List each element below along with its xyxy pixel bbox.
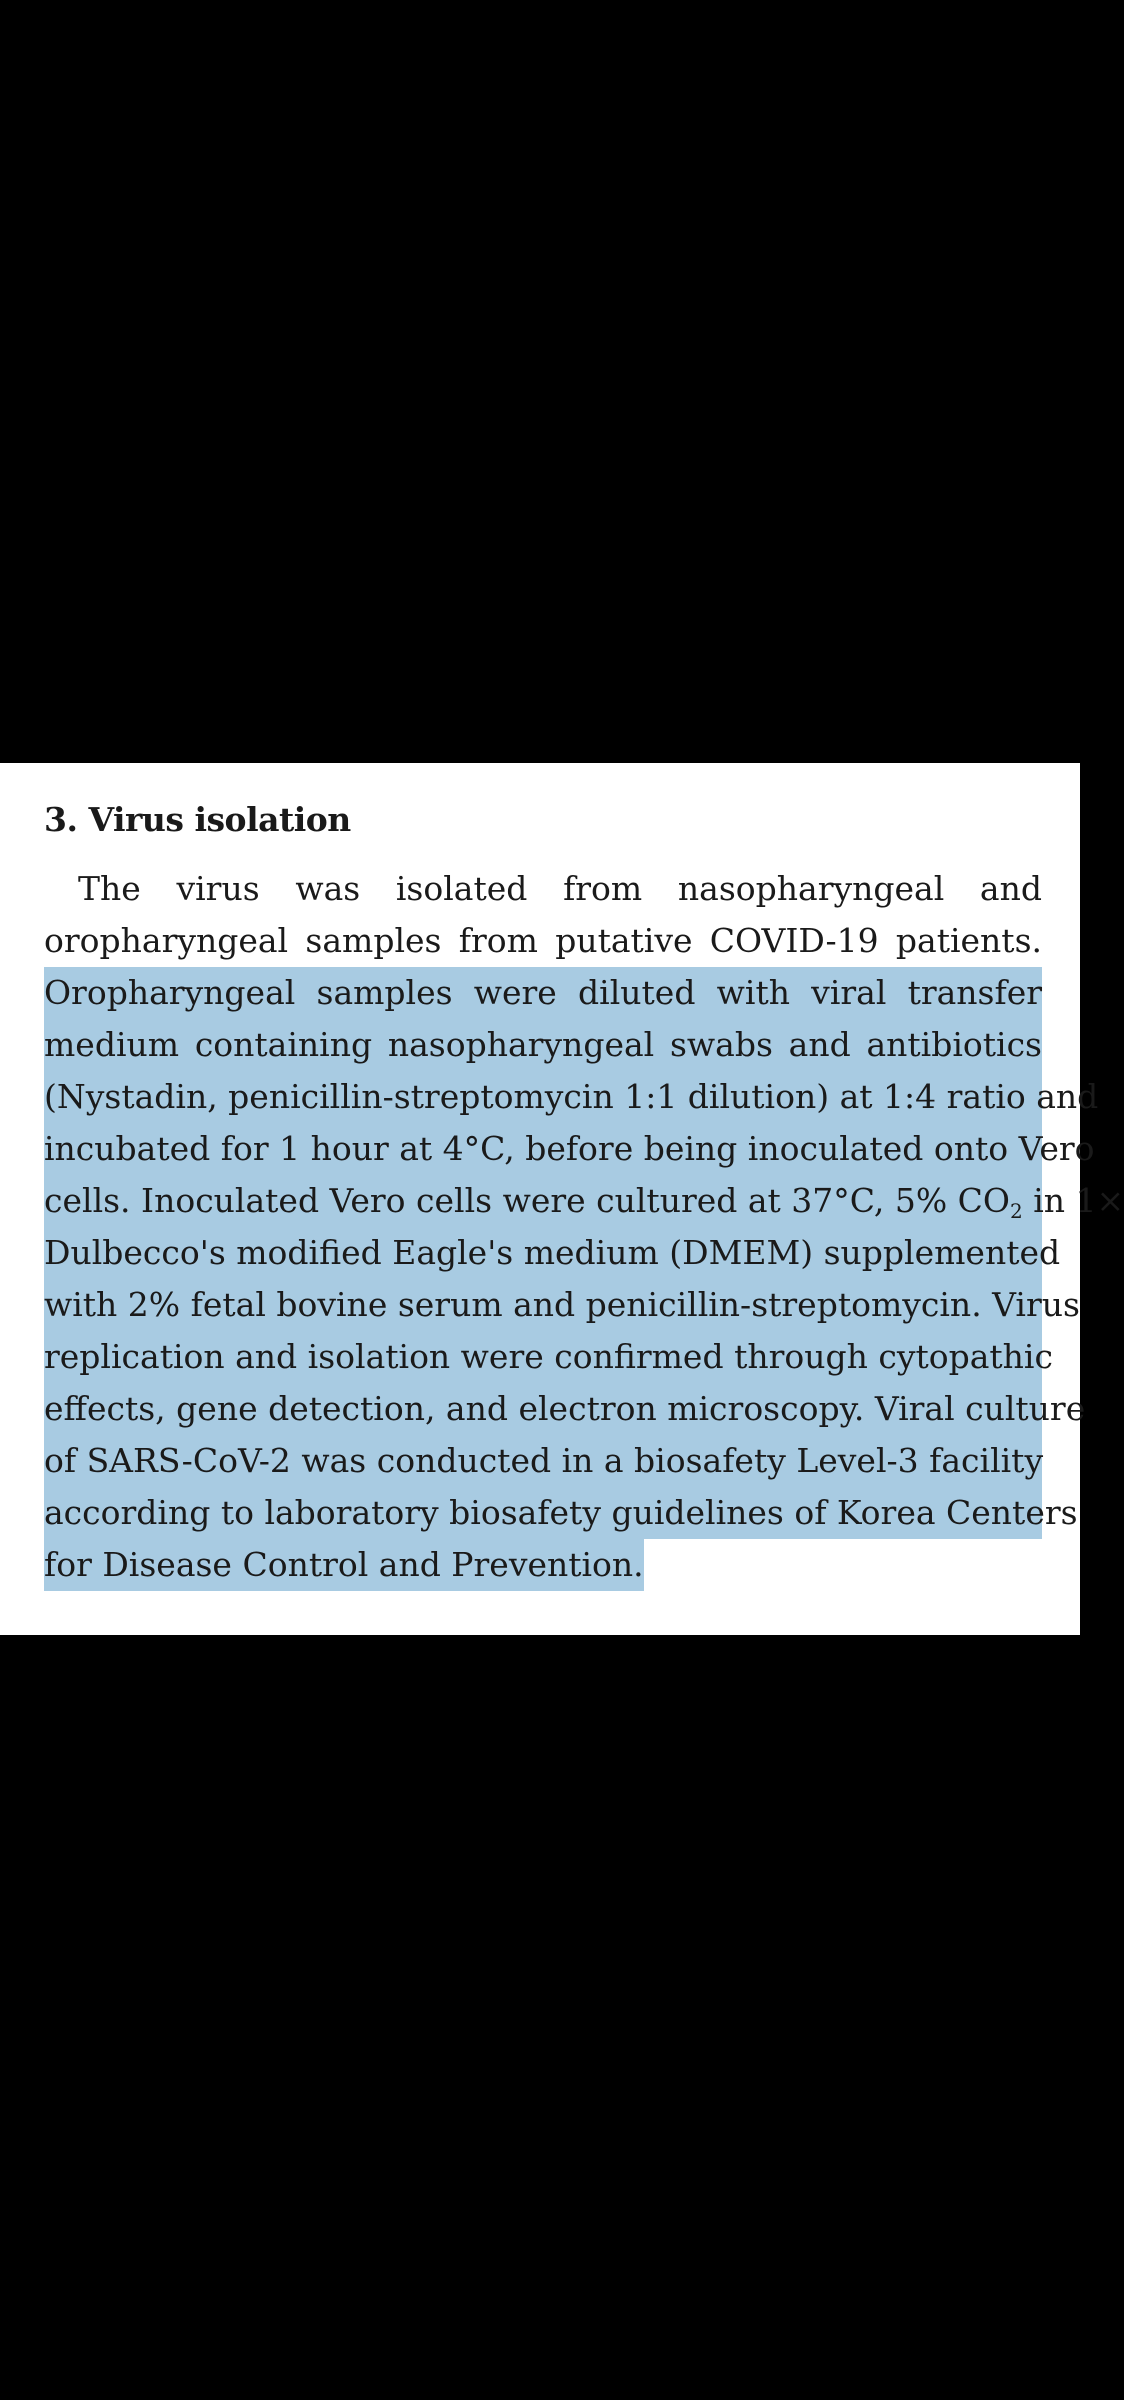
highlighted-text-line-last [44,1539,1042,1591]
co2-text-before: cells. Inoculated Vero cells were cultured at 37°C, 5% CO [44,1181,1010,1220]
highlighted-text-line: according to laboratory biosafety guidelines of Korea Centers [44,1487,1042,1539]
text-line: oropharyngeal samples from putative COVID-19 patients. [44,921,1042,960]
bottom-black-area [0,1635,1080,2400]
paragraph-virus-isolation[interactable] [44,863,1124,1591]
highlighted-text-line: of SARS-CoV-2 was conducted in a biosafety Level-3 facility [44,1435,1042,1487]
highlighted-text-line: Dulbecco's modified Eagle's medium (DMEM) supplemented [44,1227,1042,1279]
highlighted-text-line: (Nystadin, penicillin-streptomycin 1:1 dilution) at 1:4 ratio and [44,1071,1042,1123]
highlighted-text-line: incubated for 1 hour at 4°C, before being inoculated onto Vero [44,1123,1042,1175]
highlighted-last-fragment: for Disease Control and Prevention. [44,1539,644,1591]
highlighted-text-line: with 2% fetal bovine serum and penicillin-streptomycin. Virus [44,1279,1042,1331]
document-page [0,763,1124,1635]
highlighted-text-line-co2 [44,1175,1124,1227]
co2-subscript: 2 [1009,1199,1023,1223]
text-line: The virus was isolated from nasopharyngeal and [78,869,1042,908]
highlighted-text-line: replication and isolation were confirmed through cytopathic [44,1331,1042,1383]
highlighted-text-line: medium containing nasopharyngeal swabs and antibiotics [44,1019,1042,1071]
top-black-area [0,0,1080,763]
section-heading: 3. Virus isolation [44,800,351,839]
highlighted-text-line: effects, gene detection, and electron microscopy. Viral culture [44,1383,1042,1435]
co2-text-after: in 1× [1022,1181,1124,1220]
highlighted-text-line: Oropharyngeal samples were diluted with viral transfer [44,967,1042,1019]
